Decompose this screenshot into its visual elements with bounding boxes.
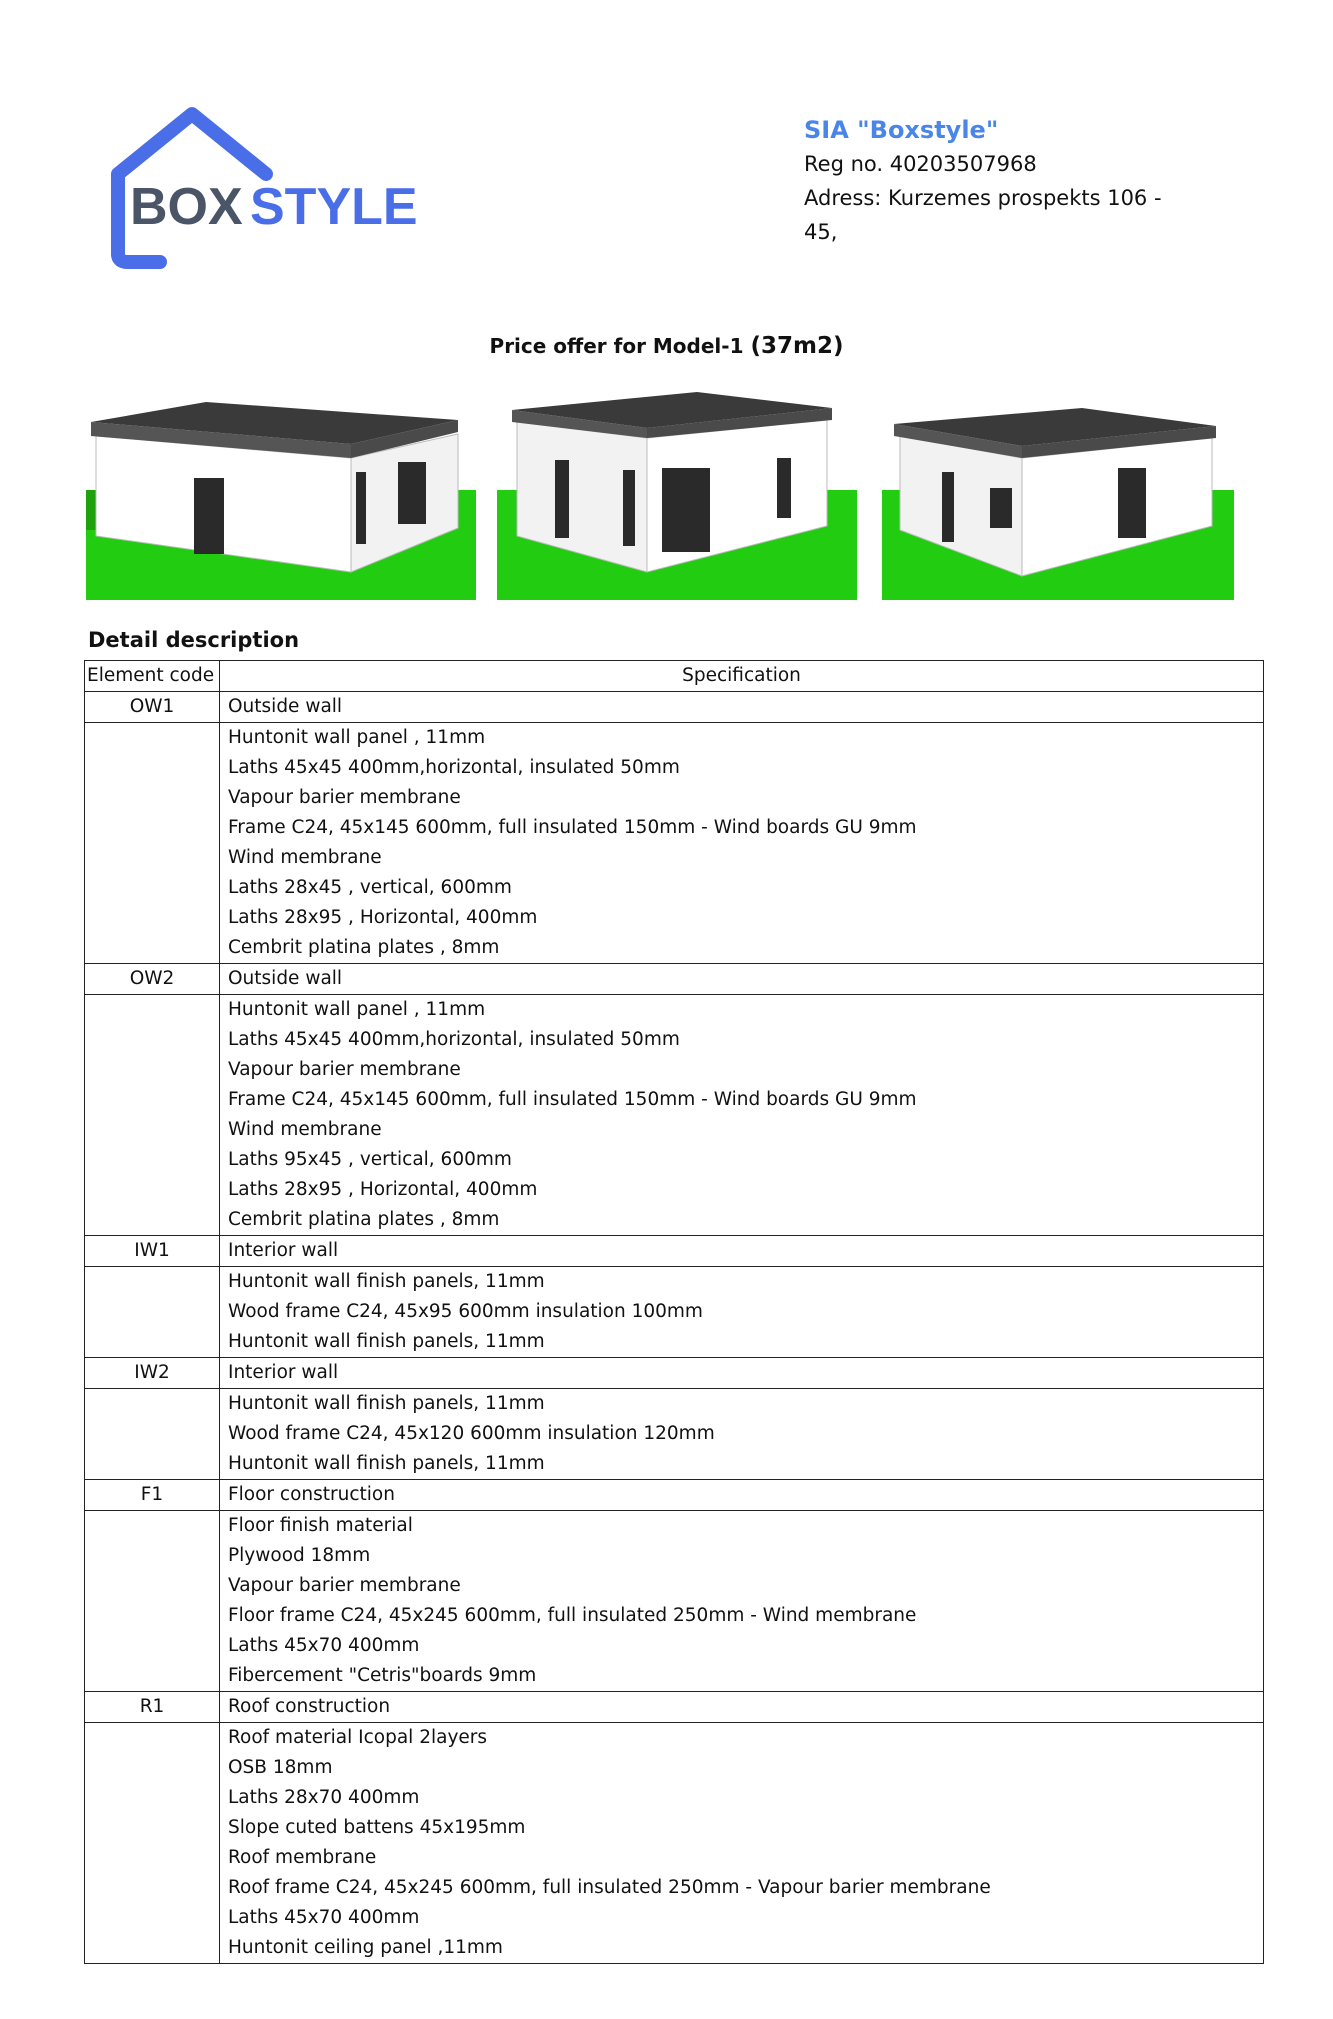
empty-code-cell [85, 1601, 220, 1631]
spec-row [85, 903, 1264, 933]
element-code: OW2 [85, 964, 220, 995]
company-name: SIA "Boxstyle" [804, 116, 999, 144]
spec-row [85, 1449, 1264, 1480]
spec-item: Huntonit wall finish panels, 11mm [220, 1389, 1264, 1420]
empty-code-cell [85, 1175, 220, 1205]
spec-item: Laths 45x70 400mm [220, 1631, 1264, 1661]
element-code: OW1 [85, 692, 220, 723]
spec-row [85, 783, 1264, 813]
spec-table [84, 660, 1264, 1964]
logo-text-box: BOX [130, 178, 243, 236]
spec-row [85, 1419, 1264, 1449]
empty-code-cell [85, 1783, 220, 1813]
spec-row [85, 723, 1264, 754]
element-title: Interior wall [220, 1236, 1264, 1267]
empty-code-cell [85, 1631, 220, 1661]
empty-code-cell [85, 1449, 220, 1480]
empty-code-cell [85, 723, 220, 754]
spec-item: Huntonit wall finish panels, 11mm [220, 1267, 1264, 1298]
page-title [0, 333, 1333, 359]
empty-code-cell [85, 1541, 220, 1571]
table-header-row [85, 661, 1264, 692]
spec-item: Slope cuted battens 45x195mm [220, 1813, 1264, 1843]
spec-row [85, 1723, 1264, 1754]
spec-row [85, 995, 1264, 1026]
empty-code-cell [85, 813, 220, 843]
spec-item: Frame C24, 45x145 600mm, full insulated 150mm - Wind boards GU 9mm [220, 1085, 1264, 1115]
empty-code-cell [85, 753, 220, 783]
spec-item: Huntonit wall panel , 11mm [220, 995, 1264, 1026]
spec-row [85, 1843, 1264, 1873]
render-front [86, 380, 476, 600]
spec-row [85, 1661, 1264, 1692]
spec-item: Laths 28x95 , Horizontal, 400mm [220, 903, 1264, 933]
spec-row [85, 1511, 1264, 1542]
spec-item: Laths 45x70 400mm [220, 1903, 1264, 1933]
element-title: Outside wall [220, 692, 1264, 723]
spec-row [85, 813, 1264, 843]
spec-item: Frame C24, 45x145 600mm, full insulated 150mm - Wind boards GU 9mm [220, 813, 1264, 843]
spec-row [85, 873, 1264, 903]
empty-code-cell [85, 1843, 220, 1873]
col-header-code: Element code [85, 661, 220, 692]
empty-code-cell [85, 1205, 220, 1236]
group-header-row [85, 1480, 1264, 1511]
group-header-row [85, 692, 1264, 723]
element-code: R1 [85, 1692, 220, 1723]
empty-code-cell [85, 1661, 220, 1692]
empty-code-cell [85, 1389, 220, 1420]
element-code: F1 [85, 1480, 220, 1511]
logo-text-style: STYLE [250, 178, 418, 236]
empty-code-cell [85, 1025, 220, 1055]
empty-code-cell [85, 1327, 220, 1358]
spec-item: Fibercement "Cetris"boards 9mm [220, 1661, 1264, 1692]
spec-item: Floor finish material [220, 1511, 1264, 1542]
spec-item: Laths 28x95 , Horizontal, 400mm [220, 1175, 1264, 1205]
section-title: Detail description [88, 628, 300, 652]
spec-row [85, 1631, 1264, 1661]
spec-item: Laths 45x45 400mm,horizontal, insulated 50mm [220, 753, 1264, 783]
title-text: Price offer for Model-1 [489, 334, 751, 358]
title-size: (37m2) [750, 333, 844, 359]
empty-code-cell [85, 1753, 220, 1783]
empty-code-cell [85, 1903, 220, 1933]
spec-row [85, 1873, 1264, 1903]
company-reg: Reg no. 40203507968 [804, 152, 1037, 176]
empty-code-cell [85, 1085, 220, 1115]
spec-item: Vapour barier membrane [220, 783, 1264, 813]
group-header-row [85, 1358, 1264, 1389]
spec-item: Vapour barier membrane [220, 1571, 1264, 1601]
spec-row [85, 1055, 1264, 1085]
empty-code-cell [85, 1419, 220, 1449]
element-code: IW2 [85, 1358, 220, 1389]
company-address-line1: Adress: Kurzemes prospekts 106 - [804, 186, 1162, 210]
spec-item: Wood frame C24, 45x95 600mm insulation 100mm [220, 1297, 1264, 1327]
spec-row [85, 1903, 1264, 1933]
spec-row [85, 1813, 1264, 1843]
spec-row [85, 1267, 1264, 1298]
spec-item: Huntonit wall panel , 11mm [220, 723, 1264, 754]
empty-code-cell [85, 1115, 220, 1145]
empty-code-cell [85, 903, 220, 933]
spec-item: Floor frame C24, 45x245 600mm, full insulated 250mm - Wind membrane [220, 1601, 1264, 1631]
spec-item: Plywood 18mm [220, 1541, 1264, 1571]
group-header-row [85, 1692, 1264, 1723]
spec-row [85, 1297, 1264, 1327]
spec-item: OSB 18mm [220, 1753, 1264, 1783]
spec-item: Cembrit platina plates , 8mm [220, 1205, 1264, 1236]
spec-row [85, 1783, 1264, 1813]
spec-item: Wind membrane [220, 1115, 1264, 1145]
empty-code-cell [85, 1511, 220, 1542]
empty-code-cell [85, 1571, 220, 1601]
empty-code-cell [85, 1873, 220, 1903]
empty-code-cell [85, 1267, 220, 1298]
spec-item: Vapour barier membrane [220, 1055, 1264, 1085]
company-address-line2: 45, [804, 220, 838, 244]
element-title: Outside wall [220, 964, 1264, 995]
group-header-row [85, 964, 1264, 995]
spec-row [85, 1145, 1264, 1175]
empty-code-cell [85, 873, 220, 903]
company-info [804, 113, 1224, 249]
spec-row [85, 753, 1264, 783]
empty-code-cell [85, 1055, 220, 1085]
empty-code-cell [85, 1933, 220, 1964]
spec-row [85, 1205, 1264, 1236]
empty-code-cell [85, 1813, 220, 1843]
empty-code-cell [85, 1297, 220, 1327]
spec-row [85, 1601, 1264, 1631]
spec-row [85, 1115, 1264, 1145]
spec-item: Wood frame C24, 45x120 600mm insulation 120mm [220, 1419, 1264, 1449]
spec-row [85, 1327, 1264, 1358]
element-title: Floor construction [220, 1480, 1264, 1511]
spec-item: Cembrit platina plates , 8mm [220, 933, 1264, 964]
element-code: IW1 [85, 1236, 220, 1267]
spec-item: Huntonit ceiling panel ,11mm [220, 1933, 1264, 1964]
spec-item: Laths 45x45 400mm,horizontal, insulated 50mm [220, 1025, 1264, 1055]
spec-row [85, 1389, 1264, 1420]
empty-code-cell [85, 995, 220, 1026]
boxstyle-logo [100, 104, 440, 274]
group-header-row [85, 1236, 1264, 1267]
spec-row [85, 843, 1264, 873]
col-header-spec: Specification [220, 661, 1264, 692]
spec-item: Roof frame C24, 45x245 600mm, full insulated 250mm - Vapour barier membrane [220, 1873, 1264, 1903]
spec-row [85, 1541, 1264, 1571]
spec-item: Laths 95x45 , vertical, 600mm [220, 1145, 1264, 1175]
empty-code-cell [85, 1723, 220, 1754]
render-side [882, 380, 1234, 600]
empty-code-cell [85, 933, 220, 964]
spec-row [85, 1085, 1264, 1115]
empty-code-cell [85, 1145, 220, 1175]
spec-row [85, 1753, 1264, 1783]
element-title: Interior wall [220, 1358, 1264, 1389]
spec-item: Roof membrane [220, 1843, 1264, 1873]
spec-item: Wind membrane [220, 843, 1264, 873]
spec-row [85, 1571, 1264, 1601]
empty-code-cell [85, 843, 220, 873]
element-title: Roof construction [220, 1692, 1264, 1723]
spec-row [85, 933, 1264, 964]
spec-item: Huntonit wall finish panels, 11mm [220, 1449, 1264, 1480]
render-corner [497, 380, 857, 600]
spec-item: Laths 28x45 , vertical, 600mm [220, 873, 1264, 903]
spec-item: Huntonit wall finish panels, 11mm [220, 1327, 1264, 1358]
empty-code-cell [85, 783, 220, 813]
spec-row [85, 1175, 1264, 1205]
spec-row [85, 1025, 1264, 1055]
spec-row [85, 1933, 1264, 1964]
spec-item: Roof material Icopal 2layers [220, 1723, 1264, 1754]
spec-item: Laths 28x70 400mm [220, 1783, 1264, 1813]
